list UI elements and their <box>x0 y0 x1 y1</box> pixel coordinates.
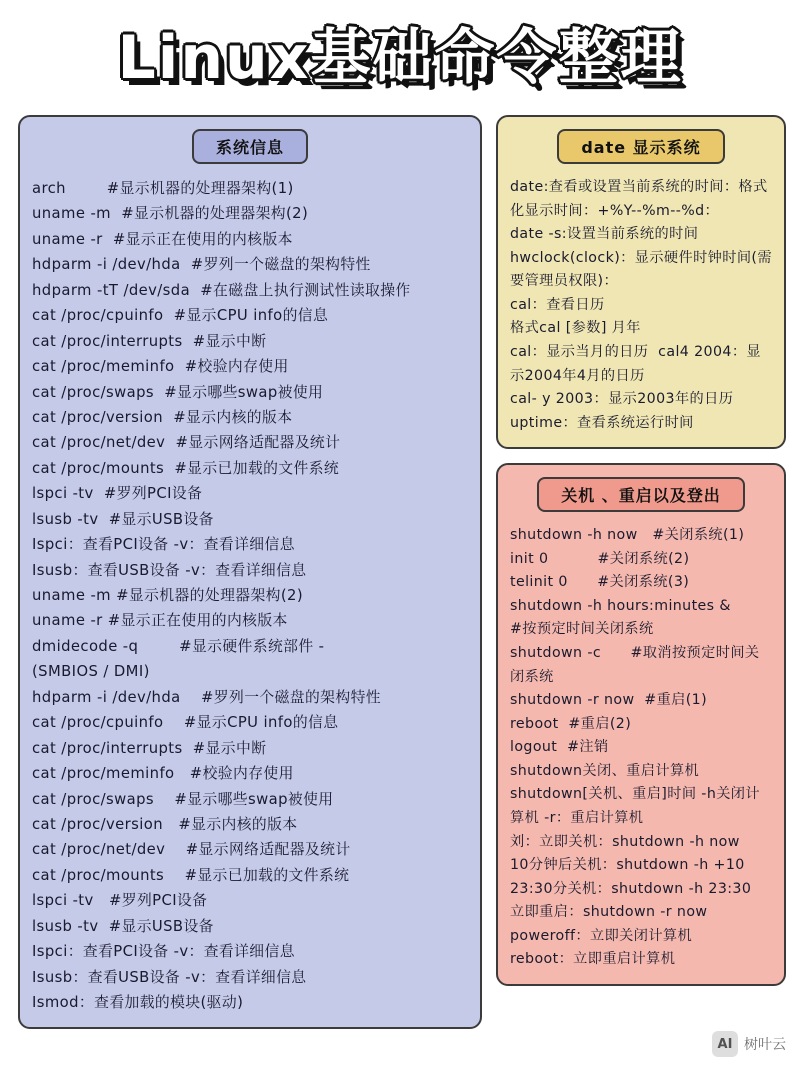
command-line: lsusb -tv #显示USB设备 <box>32 510 214 528</box>
command-line: uname -r #显示正在使用的内核版本 <box>32 230 293 248</box>
command-line: 23:30分关机：shutdown -h 23:30 <box>510 880 752 897</box>
command-line: cat /proc/interrupts #显示中断 <box>32 332 267 350</box>
command-line: (SMBIOS / DMI) <box>32 663 150 681</box>
card-date-system <box>496 115 786 449</box>
card-date-system-title: date 显示系统 <box>557 129 724 164</box>
card-date-system-body <box>510 176 772 435</box>
command-line: 10分钟后关机：shutdown -h +10 <box>510 857 745 874</box>
command-line: cat /proc/interrupts #显示中断 <box>32 739 267 757</box>
command-line: 立即重启：shutdown -r now <box>510 904 708 921</box>
card-system-info <box>18 115 482 1029</box>
command-line: cat /proc/version #显示内核的版本 <box>32 815 298 833</box>
command-line: cat /proc/mounts #显示已加载的文件系统 <box>32 866 350 884</box>
command-line: uname -r #显示正在使用的内核版本 <box>32 612 288 630</box>
card-system-info-body <box>32 176 468 1015</box>
page-title: Linux基础命令整理 <box>117 23 683 93</box>
left-column <box>18 115 482 1029</box>
command-line: Isusb：查看USB设备 -v：查看详细信息 <box>32 561 307 579</box>
card-shutdown-reboot-title: 关机 、重启以及登出 <box>537 477 745 512</box>
card-shutdown-reboot-body <box>510 524 772 972</box>
command-line: Ispci：查看PCI设备 -v：查看详细信息 <box>32 943 295 961</box>
command-line: Isusb：查看USB设备 -v：查看详细信息 <box>32 968 307 986</box>
page-title-container <box>0 0 800 103</box>
watermark-label: 树叶云 <box>744 1037 786 1053</box>
command-line: hdparm -i /dev/hda #罗列一个磁盘的架构特性 <box>32 256 371 274</box>
ai-badge-icon: AI <box>712 1031 738 1057</box>
card-system-info-title: 系统信息 <box>192 129 308 164</box>
command-line: uptime：查看系统运行时间 <box>510 414 694 431</box>
command-line: cal：显示当月的日历 cal4 2004：显示2004年4月的日历 <box>510 343 762 384</box>
command-line: shutdown -h now #关闭系统(1) <box>510 527 745 544</box>
command-line: shutdown -r now #重启(1) <box>510 692 708 709</box>
command-line: logout #注销 <box>510 739 609 756</box>
command-line: cat /proc/swaps #显示哪些swap被使用 <box>32 790 334 808</box>
command-line: arch #显示机器的处理器架构(1) <box>32 180 294 197</box>
command-line: date:查看或设置当前系统的时间：格式化显示时间：+%Y--%m--%d： <box>510 179 768 219</box>
command-line: poweroff：立即关闭计算机 <box>510 927 693 944</box>
command-line: cat /proc/cpuinfo #显示CPU info的信息 <box>32 714 339 732</box>
command-line: date -s:设置当前系统的时间 <box>510 226 699 243</box>
command-line: shutdown -h hours:minutes & <box>510 597 731 614</box>
command-line: 刘：立即关机：shutdown -h now <box>510 833 740 850</box>
command-line: reboot #重启(2) <box>510 715 632 732</box>
command-line: cat /proc/cpuinfo #显示CPU info的信息 <box>32 307 329 325</box>
command-line: #按预定时间关闭系统 <box>510 621 654 638</box>
command-line: cat /proc/swaps #显示哪些swap被使用 <box>32 383 324 401</box>
command-line: uname -m #显示机器的处理器架构(2) <box>32 587 304 604</box>
command-line: shutdown -c #取消按预定时间关闭系统 <box>510 645 760 685</box>
command-line: cal：查看日历 <box>510 296 605 313</box>
command-line: shutdown关闭、重启计算机 <box>510 762 700 779</box>
command-line: reboot：立即重启计算机 <box>510 951 676 968</box>
watermark <box>712 1031 786 1057</box>
card-shutdown-reboot <box>496 463 786 986</box>
command-line: hwclock(clock)：显示硬件时钟时间(需要管理员权限)： <box>510 249 772 290</box>
command-line: lspci -tv #罗列PCI设备 <box>32 892 208 910</box>
command-line: cat /proc/meminfo #校验内存使用 <box>32 765 294 783</box>
right-column <box>496 115 786 986</box>
command-line: lspci -tv #罗列PCI设备 <box>32 485 203 503</box>
command-line: 格式cal [参数] 月年 <box>510 320 641 337</box>
content-columns <box>0 103 800 1039</box>
command-line: telinit 0 #关闭系统(3) <box>510 574 690 591</box>
command-line: lsusb -tv #显示USB设备 <box>32 917 214 935</box>
command-line: init 0 #关闭系统(2) <box>510 550 690 567</box>
command-line: cat /proc/meminfo #校验内存使用 <box>32 358 289 376</box>
command-line: Ispci：查看PCI设备 -v：查看详细信息 <box>32 536 295 554</box>
command-line: shutdown[关机、重启]时间 -h关闭计算机 -r：重启计算机 <box>510 786 760 826</box>
command-line: cat /proc/version #显示内核的版本 <box>32 408 293 426</box>
command-line: cat /proc/net/dev #显示网络适配器及统计 <box>32 434 341 452</box>
command-line: cal- y 2003：显示2003年的日历 <box>510 391 734 408</box>
command-line: Ismod：查看加载的模块(驱动) <box>32 994 244 1011</box>
command-line: hdparm -tT /dev/sda #在磁盘上执行测试性读取操作 <box>32 281 411 299</box>
command-line: cat /proc/mounts #显示已加载的文件系统 <box>32 459 340 477</box>
command-line: hdparm -i /dev/hda #罗列一个磁盘的架构特性 <box>32 688 381 706</box>
command-line: dmidecode -q #显示硬件系统部件 - <box>32 637 325 655</box>
command-line: uname -m #显示机器的处理器架构(2) <box>32 205 309 223</box>
command-line: cat /proc/net/dev #显示网络适配器及统计 <box>32 841 351 859</box>
